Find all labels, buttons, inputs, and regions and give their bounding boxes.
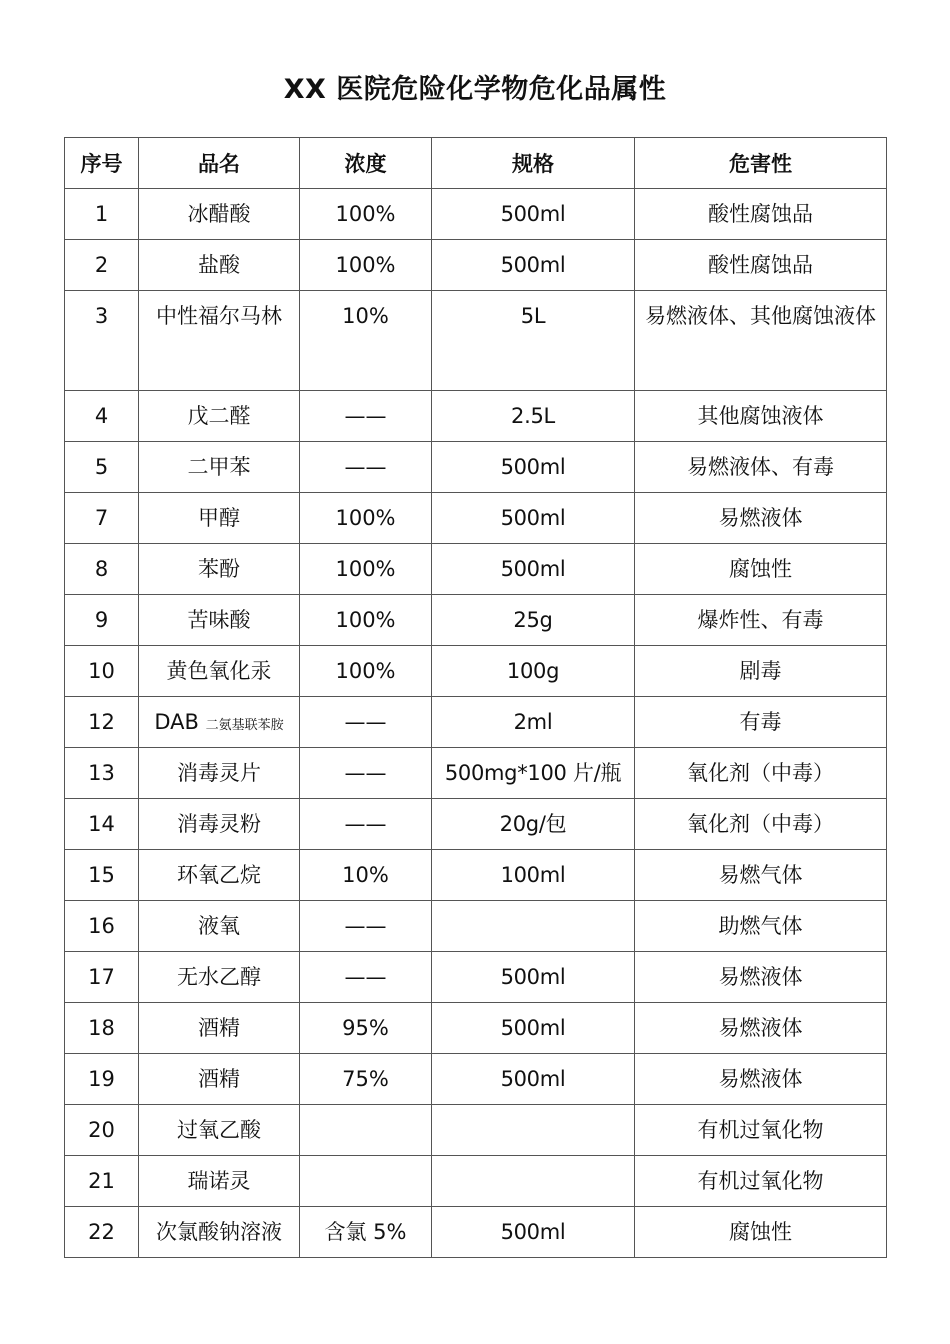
- cell-name: [139, 748, 300, 799]
- table-row: [65, 952, 887, 1003]
- cell-name: [139, 697, 300, 748]
- table-row: [65, 291, 887, 391]
- cell-spec: 100g: [432, 646, 635, 697]
- cell-hazard: 有机过氧化物: [635, 1105, 887, 1156]
- chemical-name: 冰醋酸: [187, 202, 251, 226]
- cell-concentration: 10%: [300, 291, 432, 391]
- chemical-name: 环氧乙烷: [177, 863, 261, 887]
- chemical-name: 苦味酸: [187, 608, 251, 632]
- cell-no: 1: [65, 189, 139, 240]
- cell-concentration: 95%: [300, 1003, 432, 1054]
- cell-spec: 500ml: [432, 544, 635, 595]
- cell-name: [139, 544, 300, 595]
- chemical-name: 黄色氧化汞: [166, 659, 272, 683]
- cell-no: 3: [65, 291, 139, 391]
- cell-hazard: 易燃液体: [635, 1054, 887, 1105]
- chemical-name: 次氯酸钠溶液: [156, 1220, 282, 1244]
- header-spec: 规格: [432, 138, 635, 189]
- table-row: [65, 1054, 887, 1105]
- cell-concentration: ——: [300, 748, 432, 799]
- cell-concentration: 75%: [300, 1054, 432, 1105]
- header-concentration: 浓度: [300, 138, 432, 189]
- table-row: [65, 799, 887, 850]
- page-title: XX 医院危险化学物危化品属性: [283, 74, 667, 105]
- cell-no: 17: [65, 952, 139, 1003]
- chemical-name: 盐酸: [198, 253, 240, 277]
- chemical-name: 苯酚: [198, 557, 240, 581]
- chemical-name: 酒精: [198, 1067, 240, 1091]
- cell-spec: 500ml: [432, 442, 635, 493]
- table-row: [65, 901, 887, 952]
- cell-hazard: 剧毒: [635, 646, 887, 697]
- cell-hazard: 腐蚀性: [635, 544, 887, 595]
- chemical-name: 二甲苯: [187, 455, 251, 479]
- cell-no: 16: [65, 901, 139, 952]
- cell-no: 18: [65, 1003, 139, 1054]
- cell-no: 8: [65, 544, 139, 595]
- table-row: [65, 544, 887, 595]
- cell-spec: 500ml: [432, 1207, 635, 1258]
- cell-name: [139, 1156, 300, 1207]
- cell-no: 10: [65, 646, 139, 697]
- cell-no: 13: [65, 748, 139, 799]
- table-row: [65, 1156, 887, 1207]
- table-row: [65, 1105, 887, 1156]
- cell-concentration: [300, 1105, 432, 1156]
- cell-no: 15: [65, 850, 139, 901]
- cell-hazard: 酸性腐蚀品: [635, 240, 887, 291]
- cell-spec: 2ml: [432, 697, 635, 748]
- cell-concentration: [300, 1156, 432, 1207]
- hazard-table: [64, 137, 887, 1258]
- chemical-name: 酒精: [198, 1016, 240, 1040]
- table-row: [65, 189, 887, 240]
- table-row: [65, 391, 887, 442]
- header-no: 序号: [65, 138, 139, 189]
- cell-hazard: 易燃液体: [635, 493, 887, 544]
- cell-spec: 500mg*100 片/瓶: [432, 748, 635, 799]
- cell-hazard: 有机过氧化物: [635, 1156, 887, 1207]
- cell-spec: [432, 901, 635, 952]
- cell-spec: [432, 1105, 635, 1156]
- cell-hazard: 有毒: [635, 697, 887, 748]
- cell-spec: 25g: [432, 595, 635, 646]
- cell-concentration: ——: [300, 799, 432, 850]
- cell-name: [139, 646, 300, 697]
- cell-spec: 500ml: [432, 952, 635, 1003]
- table-row: [65, 697, 887, 748]
- cell-spec: 5L: [432, 291, 635, 391]
- cell-hazard: 易燃液体、有毒: [635, 442, 887, 493]
- cell-concentration: 100%: [300, 493, 432, 544]
- cell-no: 20: [65, 1105, 139, 1156]
- cell-no: 7: [65, 493, 139, 544]
- chemical-name: 瑞诺灵: [187, 1169, 251, 1193]
- table-row: [65, 850, 887, 901]
- cell-name: [139, 391, 300, 442]
- cell-concentration: ——: [300, 442, 432, 493]
- cell-hazard: 氧化剂（中毒）: [635, 799, 887, 850]
- cell-name: [139, 850, 300, 901]
- cell-no: 4: [65, 391, 139, 442]
- cell-concentration: 100%: [300, 240, 432, 291]
- cell-name: [139, 493, 300, 544]
- cell-concentration: 100%: [300, 595, 432, 646]
- table-row: [65, 1003, 887, 1054]
- cell-concentration: ——: [300, 697, 432, 748]
- cell-hazard: 氧化剂（中毒）: [635, 748, 887, 799]
- cell-no: 21: [65, 1156, 139, 1207]
- cell-hazard: 助燃气体: [635, 901, 887, 952]
- chemical-name: 中性福尔马林: [156, 304, 282, 328]
- cell-spec: 20g/包: [432, 799, 635, 850]
- header-hazard: 危害性: [635, 138, 887, 189]
- cell-hazard: 易燃气体: [635, 850, 887, 901]
- cell-hazard: 易燃液体、其他腐蚀液体: [635, 291, 887, 391]
- cell-concentration: 100%: [300, 189, 432, 240]
- cell-name: [139, 952, 300, 1003]
- chemical-name: 无水乙醇: [177, 965, 261, 989]
- table-row: [65, 748, 887, 799]
- cell-name: [139, 1207, 300, 1258]
- cell-hazard: 易燃液体: [635, 952, 887, 1003]
- table-header-row: [65, 138, 887, 189]
- chemical-name: 甲醇: [198, 506, 240, 530]
- cell-concentration: 100%: [300, 646, 432, 697]
- table-body: [65, 189, 887, 1258]
- cell-hazard: 爆炸性、有毒: [635, 595, 887, 646]
- cell-hazard: 其他腐蚀液体: [635, 391, 887, 442]
- table-row: [65, 493, 887, 544]
- cell-concentration: ——: [300, 901, 432, 952]
- cell-no: 19: [65, 1054, 139, 1105]
- chemical-name-note: 二氨基联苯胺: [205, 718, 284, 733]
- cell-spec: 2.5L: [432, 391, 635, 442]
- cell-name: [139, 442, 300, 493]
- cell-concentration: 含氯 5%: [300, 1207, 432, 1258]
- cell-spec: 500ml: [432, 240, 635, 291]
- table-row: [65, 1207, 887, 1258]
- chemical-name: DAB: [154, 710, 199, 734]
- cell-spec: 500ml: [432, 493, 635, 544]
- cell-spec: 500ml: [432, 1003, 635, 1054]
- cell-no: 12: [65, 697, 139, 748]
- table-row: [65, 240, 887, 291]
- table-row: [65, 595, 887, 646]
- cell-concentration: ——: [300, 391, 432, 442]
- cell-concentration: 100%: [300, 544, 432, 595]
- cell-spec: 500ml: [432, 189, 635, 240]
- cell-name: [139, 595, 300, 646]
- cell-no: 2: [65, 240, 139, 291]
- chemical-name: 消毒灵粉: [177, 812, 261, 836]
- cell-concentration: ——: [300, 952, 432, 1003]
- cell-name: [139, 1003, 300, 1054]
- cell-no: 9: [65, 595, 139, 646]
- chemical-name: 液氧: [198, 914, 240, 938]
- cell-name: [139, 901, 300, 952]
- cell-name: [139, 189, 300, 240]
- cell-no: 5: [65, 442, 139, 493]
- header-name: 品名: [139, 138, 300, 189]
- table-row: [65, 442, 887, 493]
- cell-no: 22: [65, 1207, 139, 1258]
- cell-no: 14: [65, 799, 139, 850]
- chemical-name: 消毒灵片: [177, 761, 261, 785]
- cell-hazard: 酸性腐蚀品: [635, 189, 887, 240]
- cell-spec: 500ml: [432, 1054, 635, 1105]
- cell-name: [139, 799, 300, 850]
- cell-name: [139, 1054, 300, 1105]
- chemical-name: 过氧乙酸: [177, 1118, 261, 1142]
- cell-spec: [432, 1156, 635, 1207]
- cell-concentration: 10%: [300, 850, 432, 901]
- cell-name: [139, 240, 300, 291]
- cell-hazard: 腐蚀性: [635, 1207, 887, 1258]
- table-row: [65, 646, 887, 697]
- chemical-name: 戊二醛: [187, 404, 251, 428]
- cell-name: [139, 1105, 300, 1156]
- cell-hazard: 易燃液体: [635, 1003, 887, 1054]
- cell-name: [139, 291, 300, 391]
- cell-spec: 100ml: [432, 850, 635, 901]
